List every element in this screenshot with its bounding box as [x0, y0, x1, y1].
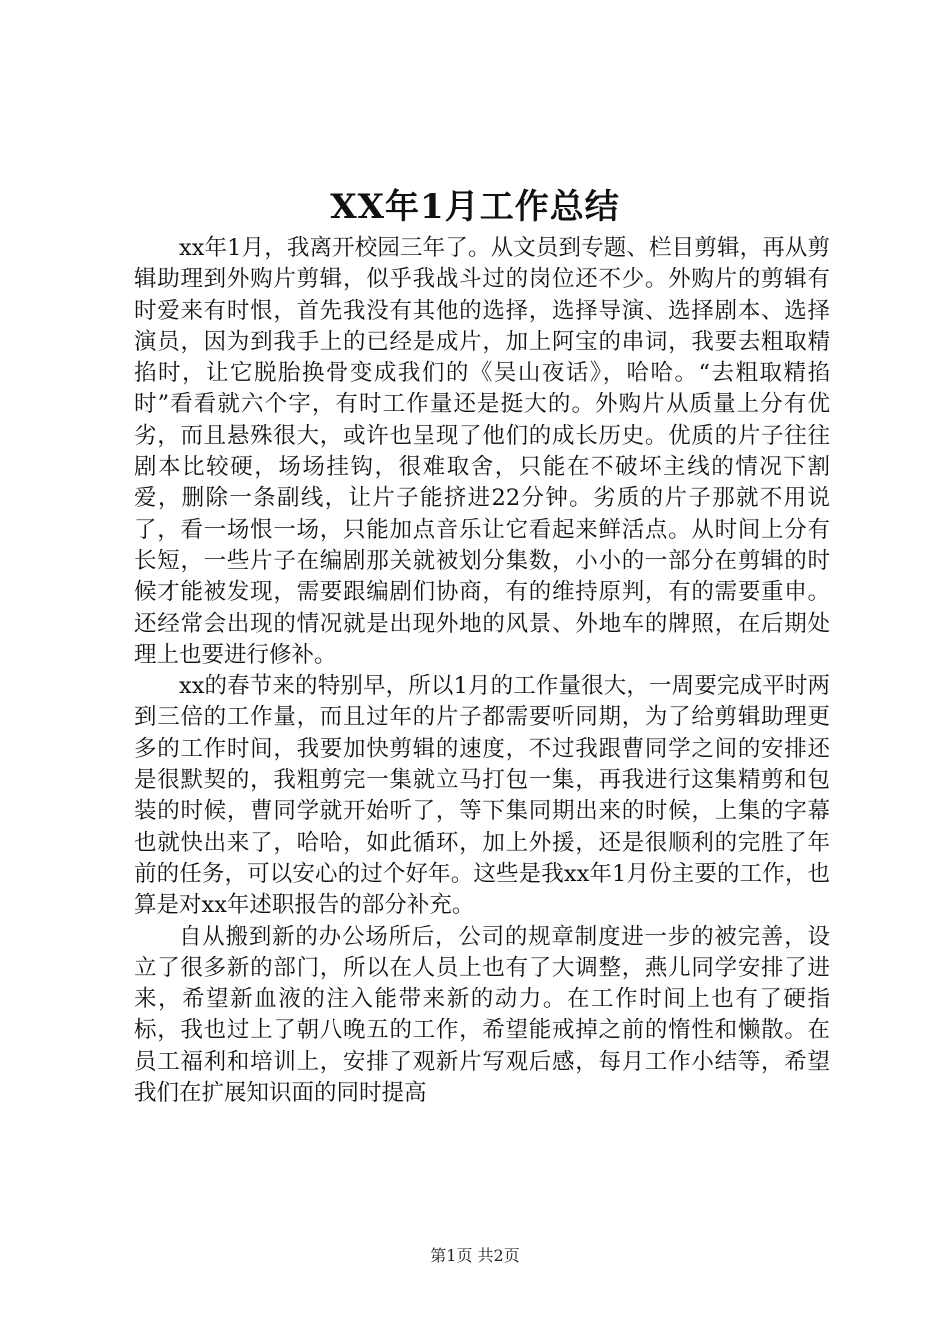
document-title: XX年1月工作总结 — [330, 187, 620, 227]
page-number-footer: 第1页 共2页 — [430, 1246, 520, 1265]
document-body — [134, 233, 830, 1109]
paragraph-2: xx的春节来的特别早，所以1月的工作量很大，一周要完成平时两到三倍的工作量，而且过年的片子都需要听同期，为了给剪辑助理更多的工作时间，我要加快剪辑的速度，不过我跟曹同学之间的安排还是很默契的，我粗剪完一集就立马打包一集，再我进行这集精剪和包装的时候，曹同学就开始听了，等下集同期出来的时候，上集的字幕也就快出来了，哈哈，如此循环，加上外援，还是很顺利的完胜了年前的任务，可以安心的过个好年。这些是我xx年1月份主要的工作，也算是对xx年述职报告的部分补充。 — [134, 673, 830, 919]
paragraph-1: xx年1月，我离开校园三年了。从文员到专题、栏目剪辑，再从剪辑助理到外购片剪辑，似乎我战斗过的岗位还不少。外购片的剪辑有时爱来有时恨，首先我没有其他的选择，选择导演、选择剧本、选择演员，因为到我手上的已经是成片，加上阿宝的串词，我要去粗取精掐时，让它脱胎换骨变成我们的《吴山夜话》，哈哈。“去粗取精掐时”看看就六个字，有时工作量还是挺大的。外购片从质量上分有优劣，而且悬殊很大，或许也呈现了他们的成长历史。优质的片子往往剧本比较硬，场场挂钩，很难取舍，只能在不破坏主线的情况下割爱，删除一条副线，让片子能挤进22分钟。劣质的片子那就不用说了，看一场恨一场，只能加点音乐让它看起来鲜活点。从时间上分有长短，一些片子在编剧那关就被划分集数，小小的一部分在剪辑的时候才能被发现，需要跟编剧们协商，有的维持原判，有的需要重申。还经常会出现的情况就是出现外地的风景、外地车的牌照，在后期处理上也要进行修补。 — [134, 235, 830, 668]
paragraph-3: 自从搬到新的办公场所后，公司的规章制度进一步的被完善，设立了很多新的部门，所以在人员上也有了大调整，燕儿同学安排了进来，希望新血液的注入能带来新的动力。在工作时间上也有了硬指标，我也过上了朝八晚五的工作，希望能戒掉之前的惰性和懒散。在员工福利和培训上，安排了观新片写观后感，每月工作小结等，希望我们在扩展知识面的同时提高 — [134, 923, 830, 1107]
